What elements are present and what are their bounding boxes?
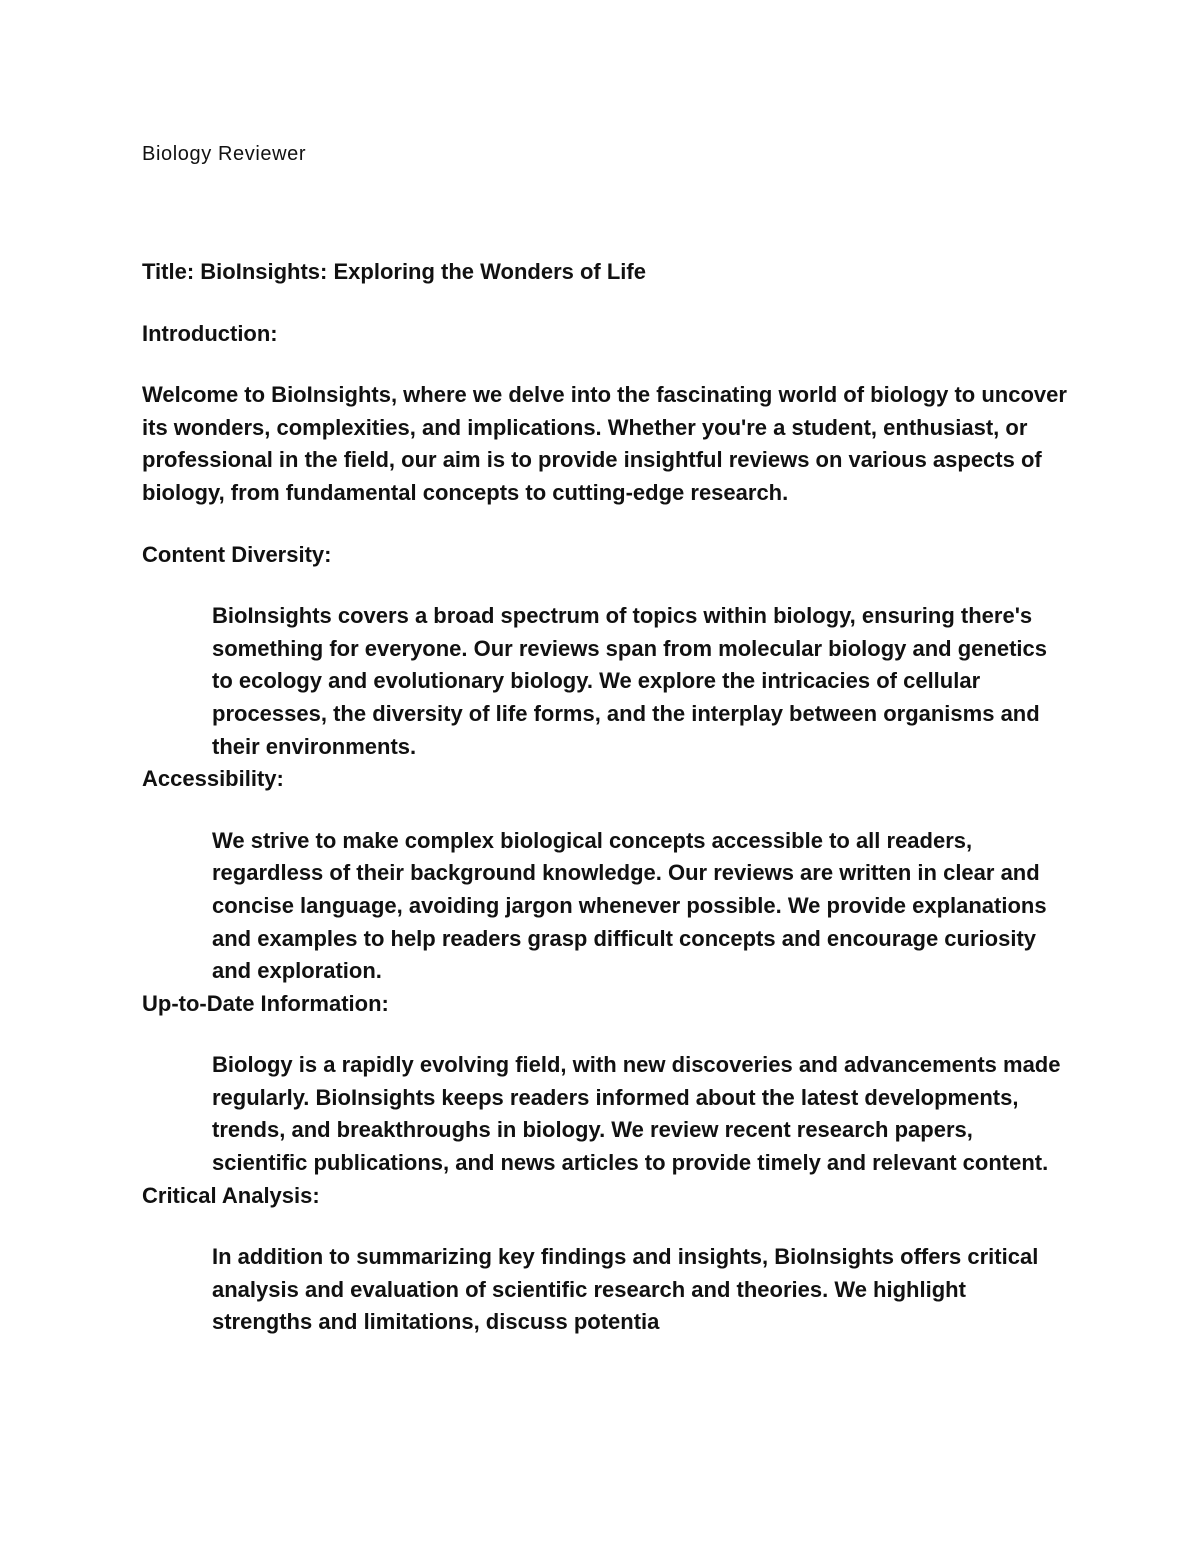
document-content bbox=[142, 256, 1072, 1339]
section-body-critical-analysis: In addition to summarizing key findings and insights, BioInsights offers critical analysis and evaluation of scientific research and theories. We highlight strengths and limitations, discuss potentia bbox=[212, 1244, 1039, 1335]
article-title: Title: BioInsights: Exploring the Wonders of Life bbox=[142, 259, 646, 284]
introduction-heading: Introduction: bbox=[142, 320, 278, 346]
section-heading-accessibility: Accessibility: bbox=[142, 766, 284, 792]
section-body-content-diversity: BioInsights covers a broad spectrum of topics within biology, ensuring there's something for everyone. Our reviews span from molecular biology and genetics to ecology and evolutionary biology. We explore the intricacies of cellular processes, the diversity of life forms, and the interplay between organisms and their environments. bbox=[212, 603, 1047, 759]
section-heading-content-diversity: Content Diversity: bbox=[142, 541, 332, 567]
section-body-accessibility: We strive to make complex biological concepts accessible to all readers, regardless of their background knowledge. Our reviews are written in clear and concise language, avoiding jargon whenever possible. We provide explanations and examples to help readers grasp difficult concepts and encourage curiosity and exploration. bbox=[212, 827, 1047, 984]
section-heading-critical-analysis: Critical Analysis: bbox=[142, 1182, 320, 1208]
section-body-up-to-date-information: Biology is a rapidly evolving field, with new discoveries and advancements made regularly. BioInsights keeps readers informed about the latest developments, trends, and breakthroughs in biology. We review recent research papers, scientific publications, and news articles to provide timely and relevant content. bbox=[212, 1052, 1061, 1176]
document-header: Biology Reviewer bbox=[142, 143, 307, 165]
introduction-paragraph: Welcome to BioInsights, where we delve into the fascinating world of biology to uncover its wonders, complexities, and implications. Whether you're a student, enthusiast, or professional in the field, our aim is to provide insightful reviews on various aspects of biology, from fundamental concepts to cutting-edge research. bbox=[142, 382, 1067, 505]
section-heading-up-to-date-information: Up-to-Date Information: bbox=[142, 990, 389, 1016]
